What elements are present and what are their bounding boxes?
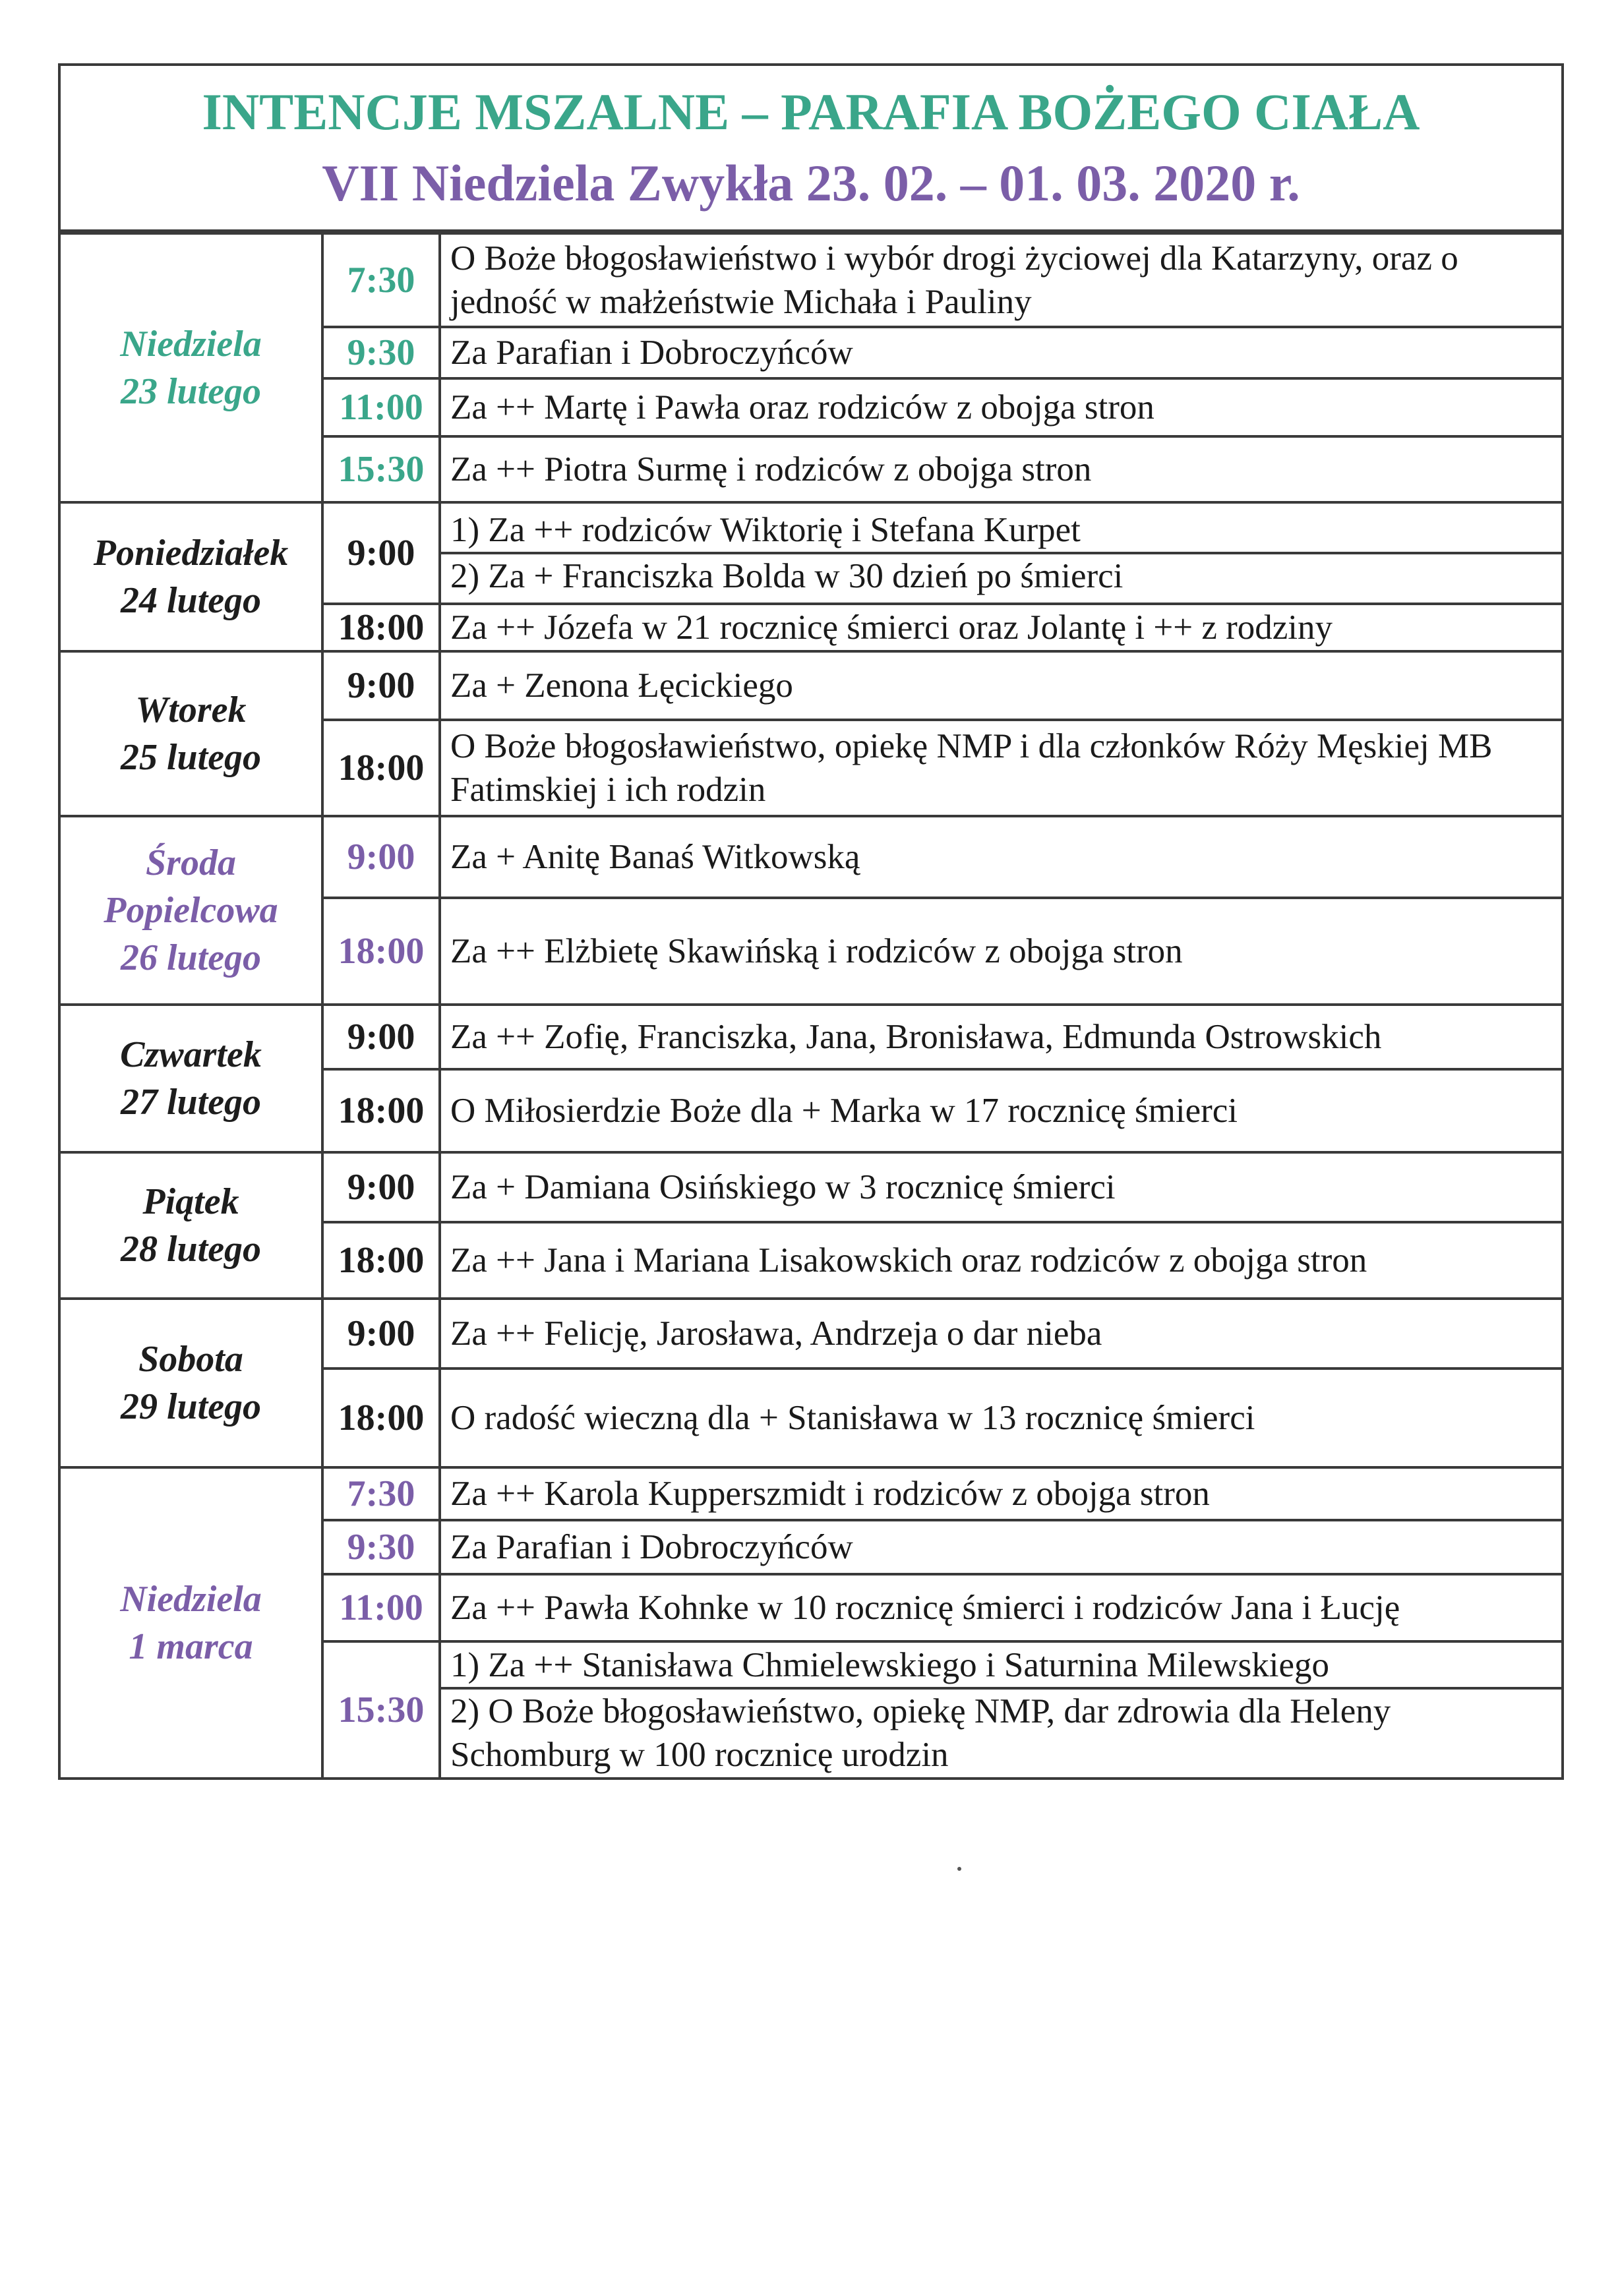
intention-cell [440,604,1563,651]
stray-dot [957,1867,961,1871]
intention-text: Za ++ Józefa w 21 rocznicę śmierci oraz Jolantę i ++ z rodziny [450,608,1333,647]
mass-time: 9:00 [322,1152,440,1222]
title-line-1: INTENCJE MSZALNE – PARAFIA BOŻEGO CIAŁA [202,83,1420,140]
intention-cell [440,1005,1563,1069]
mass-time: 9:00 [322,1005,440,1069]
intention-text: Za + Damiana Osińskiego w 3 rocznicę śmierci [450,1168,1116,1206]
intention-text: Za ++ Piotra Surmę i rodziców z obojga stron [450,450,1092,488]
intention-text: Za Parafian i Dobroczyńców [450,1528,853,1566]
intention-text: O Boże błogosławieństwo, opiekę NMP i dla członków Róży Męskiej MB Fatimskiej i ich rodzin [450,727,1493,809]
mass-time: 18:00 [322,720,440,816]
day-label-line: 28 lutego [120,1229,262,1270]
intention-text: 1) Za ++ Stanisława Chmielewskiego i Saturnina Milewskiego [441,1643,1561,1690]
intention-cell [440,1641,1563,1779]
mass-time: 9:30 [322,327,440,378]
day-label-line: Wtorek [135,690,247,730]
intention-text: Za ++ Jana i Mariana Lisakowskich oraz rodziców z obojga stron [450,1241,1367,1280]
intention-text: Za ++ Karola Kupperszmidt i rodziców z obojga stron [450,1475,1210,1513]
mass-time: 9:00 [322,1299,440,1369]
title-line-2: VII Niedziela Zwykła 23. 02. – 01. 03. 2020 r. [322,154,1300,212]
intention-cell [440,327,1563,378]
mass-time: 18:00 [322,604,440,651]
intention-cell [440,1152,1563,1222]
mass-time: 15:30 [322,436,440,502]
day-cell [59,502,322,651]
day-label-line: 26 lutego [120,937,262,978]
intention-cell [440,816,1563,898]
intention-cell [440,1520,1563,1574]
intention-cell [440,378,1563,436]
intention-text: Za ++ Zofię, Franciszka, Jana, Bronisława, Edmunda Ostrowskich [450,1018,1382,1056]
mass-row [59,1152,1563,1222]
mass-row [59,1299,1563,1369]
day-label-line: 1 marca [129,1626,253,1667]
intention-text: Za ++ Pawła Kohnke w 10 rocznicę śmierci i rodziców Jana i Łucję [450,1589,1400,1627]
intention-cell [440,436,1563,502]
mass-time: 18:00 [322,1069,440,1152]
intention-text: 2) Za + Franciszka Bolda w 30 dzień po śmierci [450,557,1124,595]
day-label-line: Czwartek [120,1034,262,1075]
intention-text: O Miłosierdzie Boże dla + Marka w 17 rocznicę śmierci [450,1092,1238,1130]
document-sheet [58,63,1564,1780]
day-label-line: Piątek [142,1181,239,1222]
day-label-line: Poniedziałek [93,533,289,574]
title-box [58,63,1564,232]
mass-time: 9:30 [322,1520,440,1574]
intention-cell [440,1069,1563,1152]
intention-text: O Boże błogosławieństwo i wybór drogi życiowej dla Katarzyny, oraz o jedność w małżeństwie Michała i Pauliny [450,239,1458,321]
mass-intentions-table [58,232,1564,1780]
mass-time: 18:00 [322,1222,440,1299]
day-label-line: Środa [146,842,236,883]
intention-text: Za Parafian i Dobroczyńców [450,334,853,372]
day-cell [59,651,322,816]
mass-time: 9:00 [322,816,440,898]
day-label-line: 24 lutego [120,580,262,621]
day-label-line: 29 lutego [120,1386,262,1427]
intention-cell [440,502,1563,604]
day-cell [59,1299,322,1467]
mass-time: 18:00 [322,1369,440,1467]
mass-row [59,816,1563,898]
day-cell [59,1005,322,1152]
mass-row [59,651,1563,720]
mass-time: 15:30 [322,1641,440,1779]
intention-text: Za ++ Felicję, Jarosława, Andrzeja o dar nieba [450,1314,1102,1353]
intention-cell [440,1299,1563,1369]
mass-row [59,1467,1563,1520]
mass-time: 18:00 [322,898,440,1005]
mass-time: 7:30 [322,1467,440,1520]
mass-time: 9:00 [322,502,440,604]
intention-cell [440,233,1563,327]
intention-cell [440,1369,1563,1467]
intention-text: Za ++ Elżbietę Skawińską i rodziców z obojga stron [450,932,1183,970]
intention-cell [440,651,1563,720]
intention-cell [440,720,1563,816]
mass-row [59,1005,1563,1069]
day-label-line: 25 lutego [120,737,262,778]
day-label-line: Niedziela [120,1579,262,1620]
intention-text: O radość wieczną dla + Stanisława w 13 rocznicę śmierci [450,1399,1255,1437]
mass-time: 7:30 [322,233,440,327]
intention-cell [440,1467,1563,1520]
intention-text: 2) O Boże błogosławieństwo, opiekę NMP, dar zdrowia dla Heleny Schomburg w 100 rocznicę urodzin [450,1692,1391,1774]
intention-cell [440,898,1563,1005]
day-label-line: Sobota [138,1339,243,1380]
day-cell [59,816,322,1005]
mass-row [59,233,1563,327]
intention-cell [440,1574,1563,1641]
mass-row [59,502,1563,604]
intention-text: 1) Za ++ rodziców Wiktorię i Stefana Kurpet [441,508,1561,554]
day-cell [59,1152,322,1299]
day-label-line: 23 lutego [120,371,262,412]
day-cell [59,233,322,502]
day-label-line: 27 lutego [120,1082,262,1123]
mass-time: 9:00 [322,651,440,720]
mass-time: 11:00 [322,1574,440,1641]
day-label-line: Popielcowa [104,890,278,931]
intention-text: Za + Anitę Banaś Witkowską [450,838,860,876]
mass-time: 11:00 [322,378,440,436]
intention-text: Za + Zenona Łęcickiego [450,666,793,705]
day-cell [59,1467,322,1779]
intention-text: Za ++ Martę i Pawła oraz rodziców z obojga stron [450,388,1154,427]
intention-cell [440,1222,1563,1299]
day-label-line: Niedziela [120,324,262,365]
